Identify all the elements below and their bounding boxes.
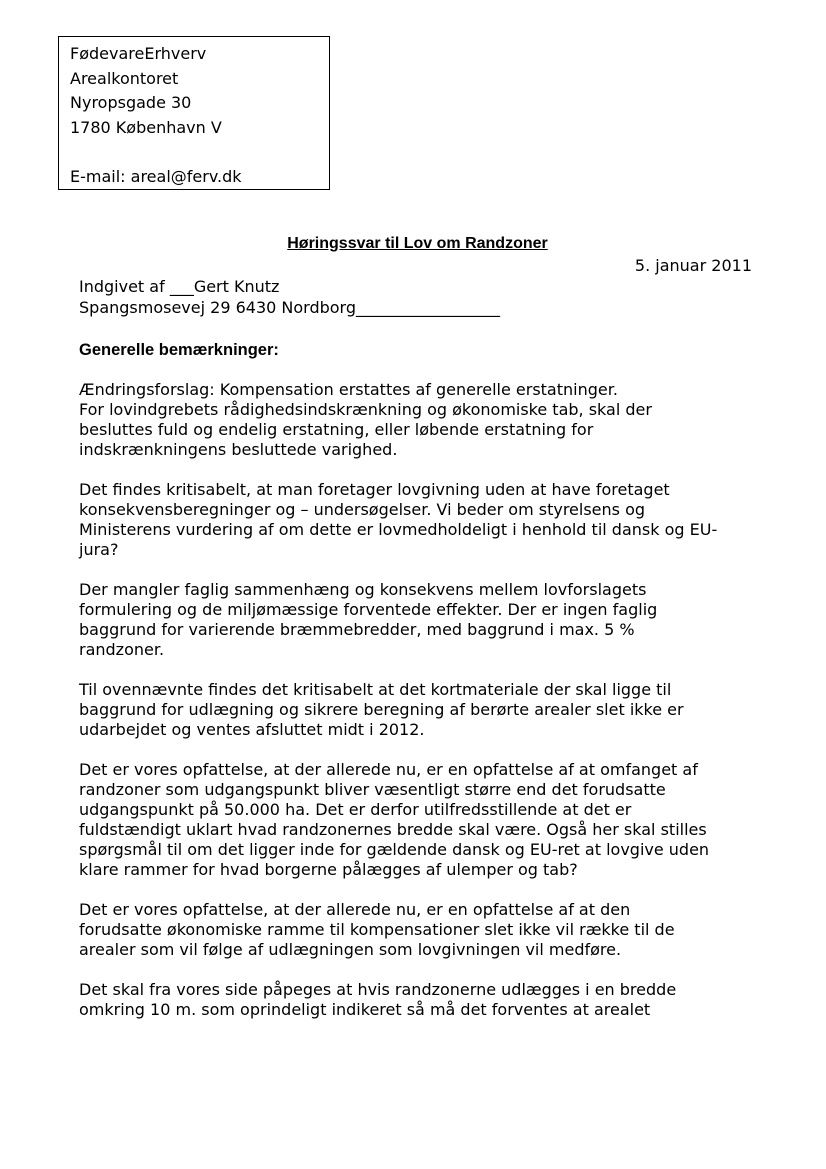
paragraph-line: baggrund for udlægning og sikrere beregning af berørte arealer slet ikke er xyxy=(79,700,684,719)
paragraph-line: forudsatte økonomiske ramme til kompensationer slet ikke vil række til de xyxy=(79,920,675,939)
paragraph-line: udarbejdet og ventes afsluttet midt i 2012. xyxy=(79,720,425,739)
recipient-street: Nyropsgade 30 xyxy=(70,93,192,112)
paragraph-line: udgangspunkt på 50.000 ha. Det er derfor utilfredsstillende at det er xyxy=(79,800,632,819)
body-paragraph xyxy=(79,480,769,560)
body-paragraph xyxy=(79,980,769,1020)
body-paragraph xyxy=(79,380,769,460)
paragraph-line: Det er vores opfattelse, at der allerede nu, er en opfattelse af at den xyxy=(79,900,631,919)
recipient-organization: FødevareErhverv xyxy=(70,44,207,63)
paragraph-line: For lovindgrebets rådighedsindskrænkning og økonomiske tab, skal der xyxy=(79,400,652,419)
paragraph-line: indskrænkningens besluttede varighed. xyxy=(79,440,398,459)
paragraph-line: randzoner. xyxy=(79,640,165,659)
paragraph-line: Ministerens vurdering af om dette er lovmedholdeligt i henhold til dansk og EU- xyxy=(79,520,718,539)
body-paragraph xyxy=(79,760,769,880)
paragraph-line: Til ovennævnte findes det kritisabelt at det kortmateriale der skal ligge til xyxy=(79,680,672,699)
paragraph-line: baggrund for varierende bræmmebredder, med baggrund i max. 5 % xyxy=(79,620,635,639)
paragraph-line: Det findes kritisabelt, at man foretager lovgivning uden at have foretaget xyxy=(79,480,670,499)
recipient-city: 1780 København V xyxy=(70,117,222,137)
section-heading: Generelle bemærkninger: xyxy=(79,341,279,359)
paragraph-line: klare rammer for hvad borgerne pålægges af ulemper og tab? xyxy=(79,860,578,879)
paragraph-line: Ændringsforslag: Kompensation erstattes af generelle erstatninger. xyxy=(79,380,618,399)
paragraph-line: Der mangler faglig sammenhæng og konsekvens mellem lovforslagets xyxy=(79,580,647,599)
paragraph-line: jura? xyxy=(79,540,119,559)
recipient-address-box xyxy=(58,36,330,190)
paragraph-line: randzoner som udgangspunkt bliver væsentligt større end det forudsatte xyxy=(79,780,666,799)
address-spacer xyxy=(70,140,329,165)
paragraph-line: fuldstændigt uklart hvad randzonernes bredde skal være. Også her skal stilles xyxy=(79,820,707,839)
paragraph-line: Det skal fra vores side påpeges at hvis randzonerne udlægges i en bredde xyxy=(79,980,677,999)
paragraph-line: konsekvensberegninger og – undersøgelser. Vi beder om styrelsens og xyxy=(79,500,646,519)
paragraph-line: besluttes fuld og endelig erstatning, eller løbende erstatning for xyxy=(79,420,594,439)
body-paragraph xyxy=(79,680,769,740)
document-title: Høringssvar til Lov om Randzoner xyxy=(287,235,548,252)
body-paragraph xyxy=(79,580,769,660)
document-body xyxy=(79,340,769,1040)
body-paragraph xyxy=(79,900,769,960)
paragraph-line: arealer som vil følge af udlægningen som lovgivningen vil medføre. xyxy=(79,940,622,959)
paragraph-line: formulering og de miljømæssige forventede effekter. Der er ingen faglig xyxy=(79,600,658,619)
submitter-address: Spangsmosevej 29 6430 Nordborg__________________ xyxy=(79,298,501,317)
submitter-name: Indgivet af ___Gert Knutz xyxy=(79,277,280,296)
paragraph-line: omkring 10 m. som oprindeligt indikeret så må det forventes at arealet xyxy=(79,1000,651,1019)
document-date: 5. januar 2011 xyxy=(634,256,752,275)
recipient-office: Arealkontoret xyxy=(70,68,179,88)
submitter-block xyxy=(79,276,500,318)
recipient-email: E-mail: areal@ferv.dk xyxy=(70,166,242,186)
paragraph-line: spørgsmål til om det ligger inde for gældende dansk og EU-ret at lovgive uden xyxy=(79,840,710,859)
paragraph-line: Det er vores opfattelse, at der allerede nu, er en opfattelse af at omfanget af xyxy=(79,760,698,779)
paragraph-list xyxy=(79,380,769,1020)
